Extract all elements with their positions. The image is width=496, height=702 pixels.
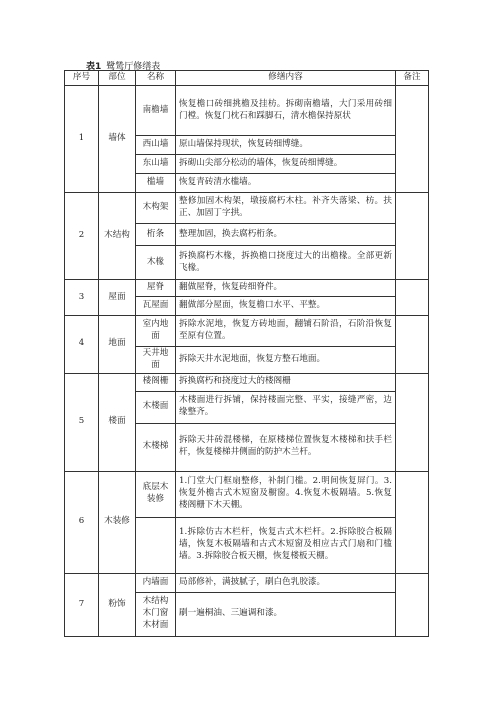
remark-cell (396, 280, 429, 316)
name-cell: 南檐墙 (136, 86, 176, 136)
part-cell: 屋面 (99, 280, 136, 316)
table-row (65, 573, 429, 592)
header-content: 修缮内容 (176, 71, 396, 86)
content-cell: 拆除水泥地，恢复方砖地面，翻铺石阶沿，石阶沿恢复至原有位置。 (176, 316, 396, 347)
content-cell: 拆换腐朽和挠度过大的楼阁栅 (176, 373, 396, 391)
content-cell: 1.拆除仿古木栏杆，恢复古式木栏杆。2.拆除胶合板隔墙，恢复木板隔墙和古式木短窗及相应古式门扇和门槛墙。3.拆除胶合板天棚，恢复楼板天棚。 (176, 517, 396, 573)
part-cell: 木结构 (99, 193, 136, 280)
content-cell: 拆除天井水泥地面，恢复方整石地面。 (176, 347, 396, 374)
content-cell: 局部修补，满披腻子，刷白色乳胶漆。 (176, 573, 396, 592)
name-cell: 底层木装修 (136, 471, 176, 517)
row-number-cell: 4 (65, 316, 99, 374)
part-cell: 楼面 (99, 373, 136, 471)
remark-cell (396, 373, 429, 471)
table-number: 表1 (86, 62, 102, 72)
content-cell: 整理加固，换去腐朽桁条。 (176, 224, 396, 246)
name-cell: 木楼面 (136, 391, 176, 423)
repair-table (64, 70, 429, 637)
table-row (65, 86, 429, 136)
row-number-cell: 6 (65, 471, 99, 573)
table-row (65, 471, 429, 517)
content-cell: 恢复青砖清水槛墙。 (176, 174, 396, 193)
remark-cell (396, 86, 429, 193)
name-cell (136, 517, 176, 573)
name-cell: 西山墙 (136, 136, 176, 155)
name-cell: 槛墙 (136, 174, 176, 193)
remark-cell (396, 471, 429, 573)
table-title: 鹭鸶厅修缮表 (106, 62, 161, 72)
table-row (65, 280, 429, 297)
part-cell: 墙体 (99, 86, 136, 193)
name-cell: 木结构木门窗木材面 (136, 592, 176, 636)
header-part: 部位 (99, 71, 136, 86)
content-cell: 原山墙保持现状，恢复砖细博缝。 (176, 136, 396, 155)
remark-cell (396, 316, 429, 374)
name-cell: 瓦屋面 (136, 297, 176, 316)
content-cell: 木楼面进行拆铺，保持楼面完整、平实，接缝严密，边缘整齐。 (176, 391, 396, 423)
content-cell: 整修加固木构架，墩接腐朽木柱。补齐失落梁、枋。扶正、加固丁字拱。 (176, 193, 396, 224)
row-number-cell: 3 (65, 280, 99, 316)
part-cell: 木装修 (99, 471, 136, 573)
name-cell: 内墙面 (136, 573, 176, 592)
name-cell: 桁条 (136, 224, 176, 246)
name-cell: 东山墙 (136, 155, 176, 174)
row-number-cell: 7 (65, 573, 99, 636)
remark-cell (396, 573, 429, 636)
table-row (65, 193, 429, 224)
header-name: 名称 (136, 71, 176, 86)
name-cell: 屋脊 (136, 280, 176, 297)
table-header-row (65, 71, 429, 86)
content-cell: 翻做屋脊，恢复砖细脊件。 (176, 280, 396, 297)
row-number-cell: 1 (65, 86, 99, 193)
name-cell: 室内地面 (136, 316, 176, 347)
content-cell: 刷一遍桐油、三遍调和漆。 (176, 592, 396, 636)
content-cell: 1.门堂大门框扇整修，补制门槛。2.明间恢复屏门。3.恢复外檐古式木短窗及橱窗。4.恢复木板隔墙。5.恢复楼阁栅下木天棚。 (176, 471, 396, 517)
table-row (65, 316, 429, 347)
content-cell: 恢复檐口砖细挑檐及挂枋。拆砌南檐墙，大门采用砖细门樘。恢复门枕石和踩脚石，清水檐保持原状 (176, 86, 396, 136)
part-cell: 粉饰 (99, 573, 136, 636)
header-number: 序号 (65, 71, 99, 86)
content-cell: 拆砌山尖部分松动的墙体，恢复砖细博缝。 (176, 155, 396, 174)
content-cell: 翻做部分屋面，恢复檐口水平、平整。 (176, 297, 396, 316)
name-cell: 木构架 (136, 193, 176, 224)
name-cell: 天井地面 (136, 347, 176, 374)
name-cell: 木楼梯 (136, 423, 176, 471)
remark-cell (396, 193, 429, 280)
content-cell: 拆换腐朽木椽，拆换檐口挠度过大的出檐椽。全部更新飞椽。 (176, 246, 396, 280)
content-cell: 拆除天井砖混楼梯，在原楼梯位置恢复木楼梯和扶手栏杆，恢复楼梯井侧面的防护木兰杆。 (176, 423, 396, 471)
part-cell: 地面 (99, 316, 136, 374)
table-row (65, 373, 429, 391)
header-remark: 备注 (396, 71, 429, 86)
row-number-cell: 2 (65, 193, 99, 280)
name-cell: 楼阁栅 (136, 373, 176, 391)
name-cell: 木椽 (136, 246, 176, 280)
row-number-cell: 5 (65, 373, 99, 471)
